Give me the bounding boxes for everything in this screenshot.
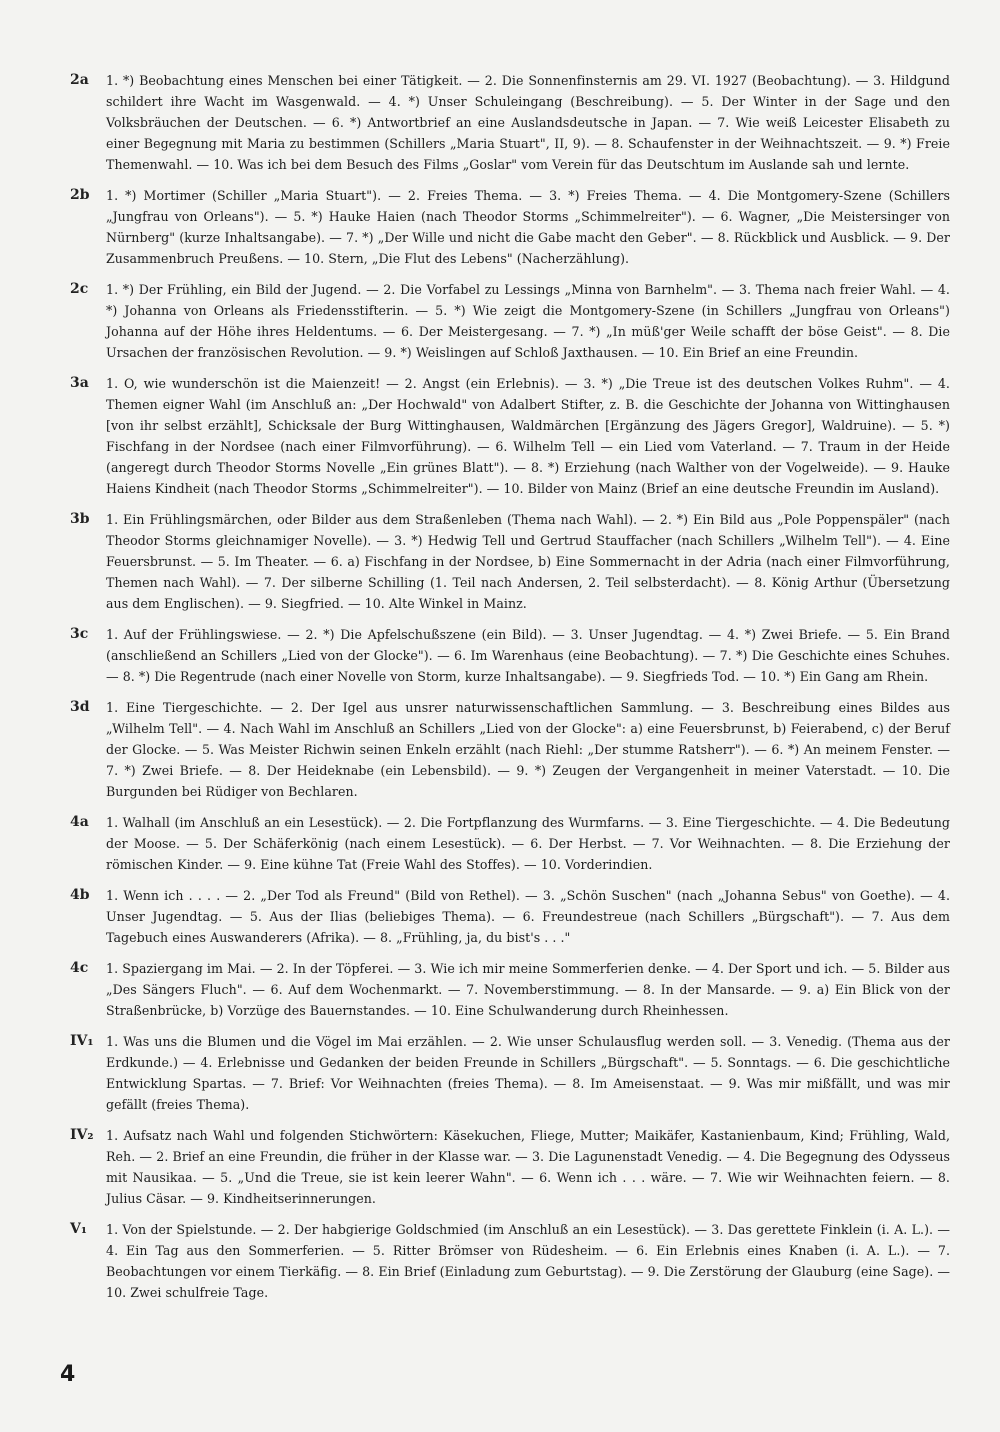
class-label: 4b <box>70 887 90 903</box>
essay-topics-text: 1. Eine Tiergeschichte. — 2. Der Igel aus unsrer naturwissenschaftlichen Sammlung. — 3. Beschreibung eines Bildes aus „Wilhelm Tell". — 4. Nach Wahl im Anschluß an Schillers „Lied von der Glocke": a) eine Feuersbrunst, b) Feierabend, c) der Beruf der Glocke. — 5. Was Meister Richwin seinen Enkeln erzählt (nach Riehl: „Der stumme Ratsherr"). — 6. *) An meinem Fenster. — 7. *) Zwei Briefe. — 8. Der Heideknabe (ein Lebensbild). — 9. *) Zeugen der Vergangenheit in meiner Vaterstadt. — 10. Die Burgunden bei Rüdiger von Bechlaren. <box>106 700 950 799</box>
class-label: IV₂ <box>70 1127 94 1143</box>
class-entry <box>70 1125 950 1209</box>
essay-topics-text: 1. Wenn ich . . . . — 2. „Der Tod als Freund" (Bild von Rethel). — 3. „Schön Suschen" (nach „Johanna Sebus" von Goethe). — 4. Unser Jugendtag. — 5. Aus der Ilias (beliebiges Thema). — 6. Freundestreue (nach Schillers „Bürgschaft"). — 7. Aus dem Tagebuch eines Auswanderers (Afrika). — 8. „Frühling, ja, du bist's . . ." <box>106 888 950 945</box>
essay-topics-text: 1. *) Mortimer (Schiller „Maria Stuart"). — 2. Freies Thema. — 3. *) Freies Thema. — 4. Die Montgomery-Szene (Schillers „Jungfrau von Orleans"). — 5. *) Hauke Haien (nach Theodor Storms „Schimmelreiter"). — 6. Wagner, „Die Meistersinger von Nürnberg" (kurze Inhaltsangabe). — 7. *) „Der Wille und nicht die Gabe macht den Geber". — 8. Rückblick und Ausblick. — 9. Der Zusammenbruch Preußens. — 10. Stern, „Die Flut des Lebens" (Nacherzählung). <box>106 188 950 266</box>
class-entry <box>70 885 950 948</box>
class-entry <box>70 624 950 687</box>
class-label: 3c <box>70 626 89 642</box>
essay-topics-text: 1. Von der Spielstunde. — 2. Der habgierige Goldschmied (im Anschluß an ein Lesestück). — 3. Das gerettete Finklein (i. A. L.). — 4. Ein Tag aus den Sommerferien. — 5. Ritter Brömser von Rüdesheim. — 6. Ein Erlebnis eines Knaben (i. A. L.). — 7. Beobachtungen vor einem Tierkäfig. — 8. Ein Brief (Einladung zum Geburtstag). — 9. Die Zerstörung der Glauburg (eine Sage). — 10. Zwei schulfreie Tage. <box>106 1222 950 1300</box>
class-label: 4a <box>70 814 89 830</box>
class-entry <box>70 1219 950 1303</box>
essay-topics-text: 1. Walhall (im Anschluß an ein Lesestück). — 2. Die Fortpflanzung des Wurmfarns. — 3. Eine Tiergeschichte. — 4. Die Bedeutung der Moose. — 5. Der Schäferkönig (nach einem Lesestück). — 6. Der Herbst. — 7. Vor Weihnachten. — 8. Die Erziehung der römischen Kinder. — 9. Eine kühne Tat (Freie Wahl des Stoffes). — 10. Vorderindien. <box>106 815 950 872</box>
class-label: 3d <box>70 699 90 715</box>
essay-topics-text: 1. *) Beobachtung eines Menschen bei einer Tätigkeit. — 2. Die Sonnenfinsternis am 29. VI. 1927 (Beobachtung). — 3. Hildgund schildert ihre Wacht im Wasgenwald. — 4. *) Unser Schuleingang (Beschreibung). — 5. Der Winter in der Sage und den Volksbräuchen der Deutschen. — 6. *) Antwortbrief an eine Auslandsdeutsche in Japan. — 7. Wie weiß Leicester Elisabeth zu einer Begegnung mit Maria zu bestimmen (Schillers „Maria Stuart", II, 9). — 8. Schaufenster in der Weihnachtszeit. — 9. *) Freie Themenwahl. — 10. Was ich bei dem Besuch des Films „Goslar" vom Verein für das Deutschtum im Auslande sah und lernte. <box>106 73 950 172</box>
class-entry <box>70 812 950 875</box>
class-label: 2a <box>70 72 89 88</box>
class-label: 3a <box>70 375 89 391</box>
class-label: 2b <box>70 187 90 203</box>
class-label: IV₁ <box>70 1033 94 1049</box>
essay-topics-text: 1. Auf der Frühlingswiese. — 2. *) Die Apfelschußszene (ein Bild). — 3. Unser Jugendtag. — 4. *) Zwei Briefe. — 5. Ein Brand (anschließend an Schillers „Lied von der Glocke"). — 6. Im Warenhaus (eine Beobachtung). — 7. *) Die Geschichte eines Schuhes. — 8. *) Die Regentrude (nach einer Novelle von Storm, kurze Inhaltsangabe). — 9. Siegfrieds Tod. — 10. *) Ein Gang am Rhein. <box>106 627 950 684</box>
class-entry <box>70 1031 950 1115</box>
class-entry <box>70 70 950 175</box>
essay-topics-text: 1. Spaziergang im Mai. — 2. In der Töpferei. — 3. Wie ich mir meine Sommerferien denke. — 4. Der Sport und ich. — 5. Bilder aus „Des Sängers Fluch". — 6. Auf dem Wochenmarkt. — 7. Novemberstimmung. — 8. In der Mansarde. — 9. a) Ein Blick von der Straßenbrücke, b) Vorzüge des Bauernstandes. — 10. Eine Schulwanderung durch Rheinhessen. <box>106 961 950 1018</box>
class-label: V₁ <box>70 1221 87 1237</box>
essay-topics-text: 1. Ein Frühlingsmärchen, oder Bilder aus dem Straßenleben (Thema nach Wahl). — 2. *) Ein Bild aus „Pole Poppenspäler" (nach Theodor Storms gleichnamiger Novelle). — 3. *) Hedwig Tell und Gertrud Stauffacher (nach Schillers „Wilhelm Tell"). — 4. Eine Feuersbrunst. — 5. Im Theater. — 6. a) Fischfang in der Nordsee, b) Eine Sommernacht in der Adria (nach einer Filmvorführung, Themen nach Wahl). — 7. Der silberne Schilling (1. Teil nach Andersen, 2. Teil selbsterdacht). — 8. König Arthur (Übersetzung aus dem Englischen). — 9. Siegfried. — 10. Alte Winkel in Mainz. <box>106 512 950 611</box>
class-entry <box>70 509 950 614</box>
essay-topics-text: 1. Was uns die Blumen und die Vögel im Mai erzählen. — 2. Wie unser Schulausflug werden soll. — 3. Venedig. (Thema aus der Erdkunde.) — 4. Erlebnisse und Gedanken der beiden Freunde in Schillers „Bürgschaft". — 5. Sonntags. — 6. Die geschichtliche Entwicklung Spartas. — 7. Brief: Vor Weihnachten (freies Thema). — 8. Im Ameisenstaat. — 9. Was mir mißfällt, und was mir gefällt (freies Thema). <box>106 1034 950 1112</box>
class-label: 3b <box>70 511 90 527</box>
class-entry <box>70 373 950 499</box>
essay-topic-list <box>70 70 950 1313</box>
class-entry <box>70 279 950 363</box>
class-label: 2c <box>70 281 89 297</box>
class-entry <box>70 697 950 802</box>
essay-topics-text: 1. *) Der Frühling, ein Bild der Jugend. — 2. Die Vorfabel zu Lessings „Minna von Barnhelm". — 3. Thema nach freier Wahl. — 4. *) Johanna von Orleans als Friedensstifterin. — 5. *) Wie zeigt die Montgomery-Szene (in Schillers „Jungfrau von Orleans") Johanna auf der Höhe ihres Heldentums. — 6. Der Meistergesang. — 7. *) „In müß'ger Weile schafft der böse Geist". — 8. Die Ursachen der französischen Revolution. — 9. *) Weislingen auf Schloß Jaxthausen. — 10. Ein Brief an eine Freundin. <box>106 282 950 360</box>
class-label: 4c <box>70 960 89 976</box>
class-entry <box>70 185 950 269</box>
essay-topics-text: 1. Aufsatz nach Wahl und folgenden Stichwörtern: Käsekuchen, Fliege, Mutter; Maikäfer, Kastanienbaum, Kind; Frühling, Wald, Reh. — 2. Brief an eine Freundin, die früher in der Klasse war. — 3. Die Lagunenstadt Venedig. — 4. Die Begegnung des Odysseus mit Nausikaa. — 5. „Und die Treue, sie ist kein leerer Wahn". — 6. Wenn ich . . . wäre. — 7. Wie wir Weihnachten feiern. — 8. Julius Cäsar. — 9. Kindheitserinnerungen. <box>106 1128 950 1206</box>
page-number: 4 <box>60 1362 76 1387</box>
class-entry <box>70 958 950 1021</box>
essay-topics-text: 1. O, wie wunderschön ist die Maienzeit! — 2. Angst (ein Erlebnis). — 3. *) „Die Treue ist des deutschen Volkes Ruhm". — 4. Themen eigner Wahl (im Anschluß an: „Der Hochwald" von Adalbert Stifter, z. B. die Geschichte der Johanna von Wittinghausen [von ihr selbst erzählt], Schicksale der Burg Wittinghausen, Waldmärchen [Ergänzung des Jägers Gregor], Waldruine). — 5. *) Fischfang in der Nordsee (nach einer Filmvorführung). — 6. Wilhelm Tell — ein Lied vom Vaterland. — 7. Traum in der Heide (angeregt durch Theodor Storms Novelle „Ein grünes Blatt"). — 8. *) Erziehung (nach Walther von der Vogelweide). — 9. Hauke Haiens Kindheit (nach Theodor Storms „Schimmelreiter"). — 10. Bilder von Mainz (Brief an eine deutsche Freundin im Ausland). <box>106 376 950 496</box>
